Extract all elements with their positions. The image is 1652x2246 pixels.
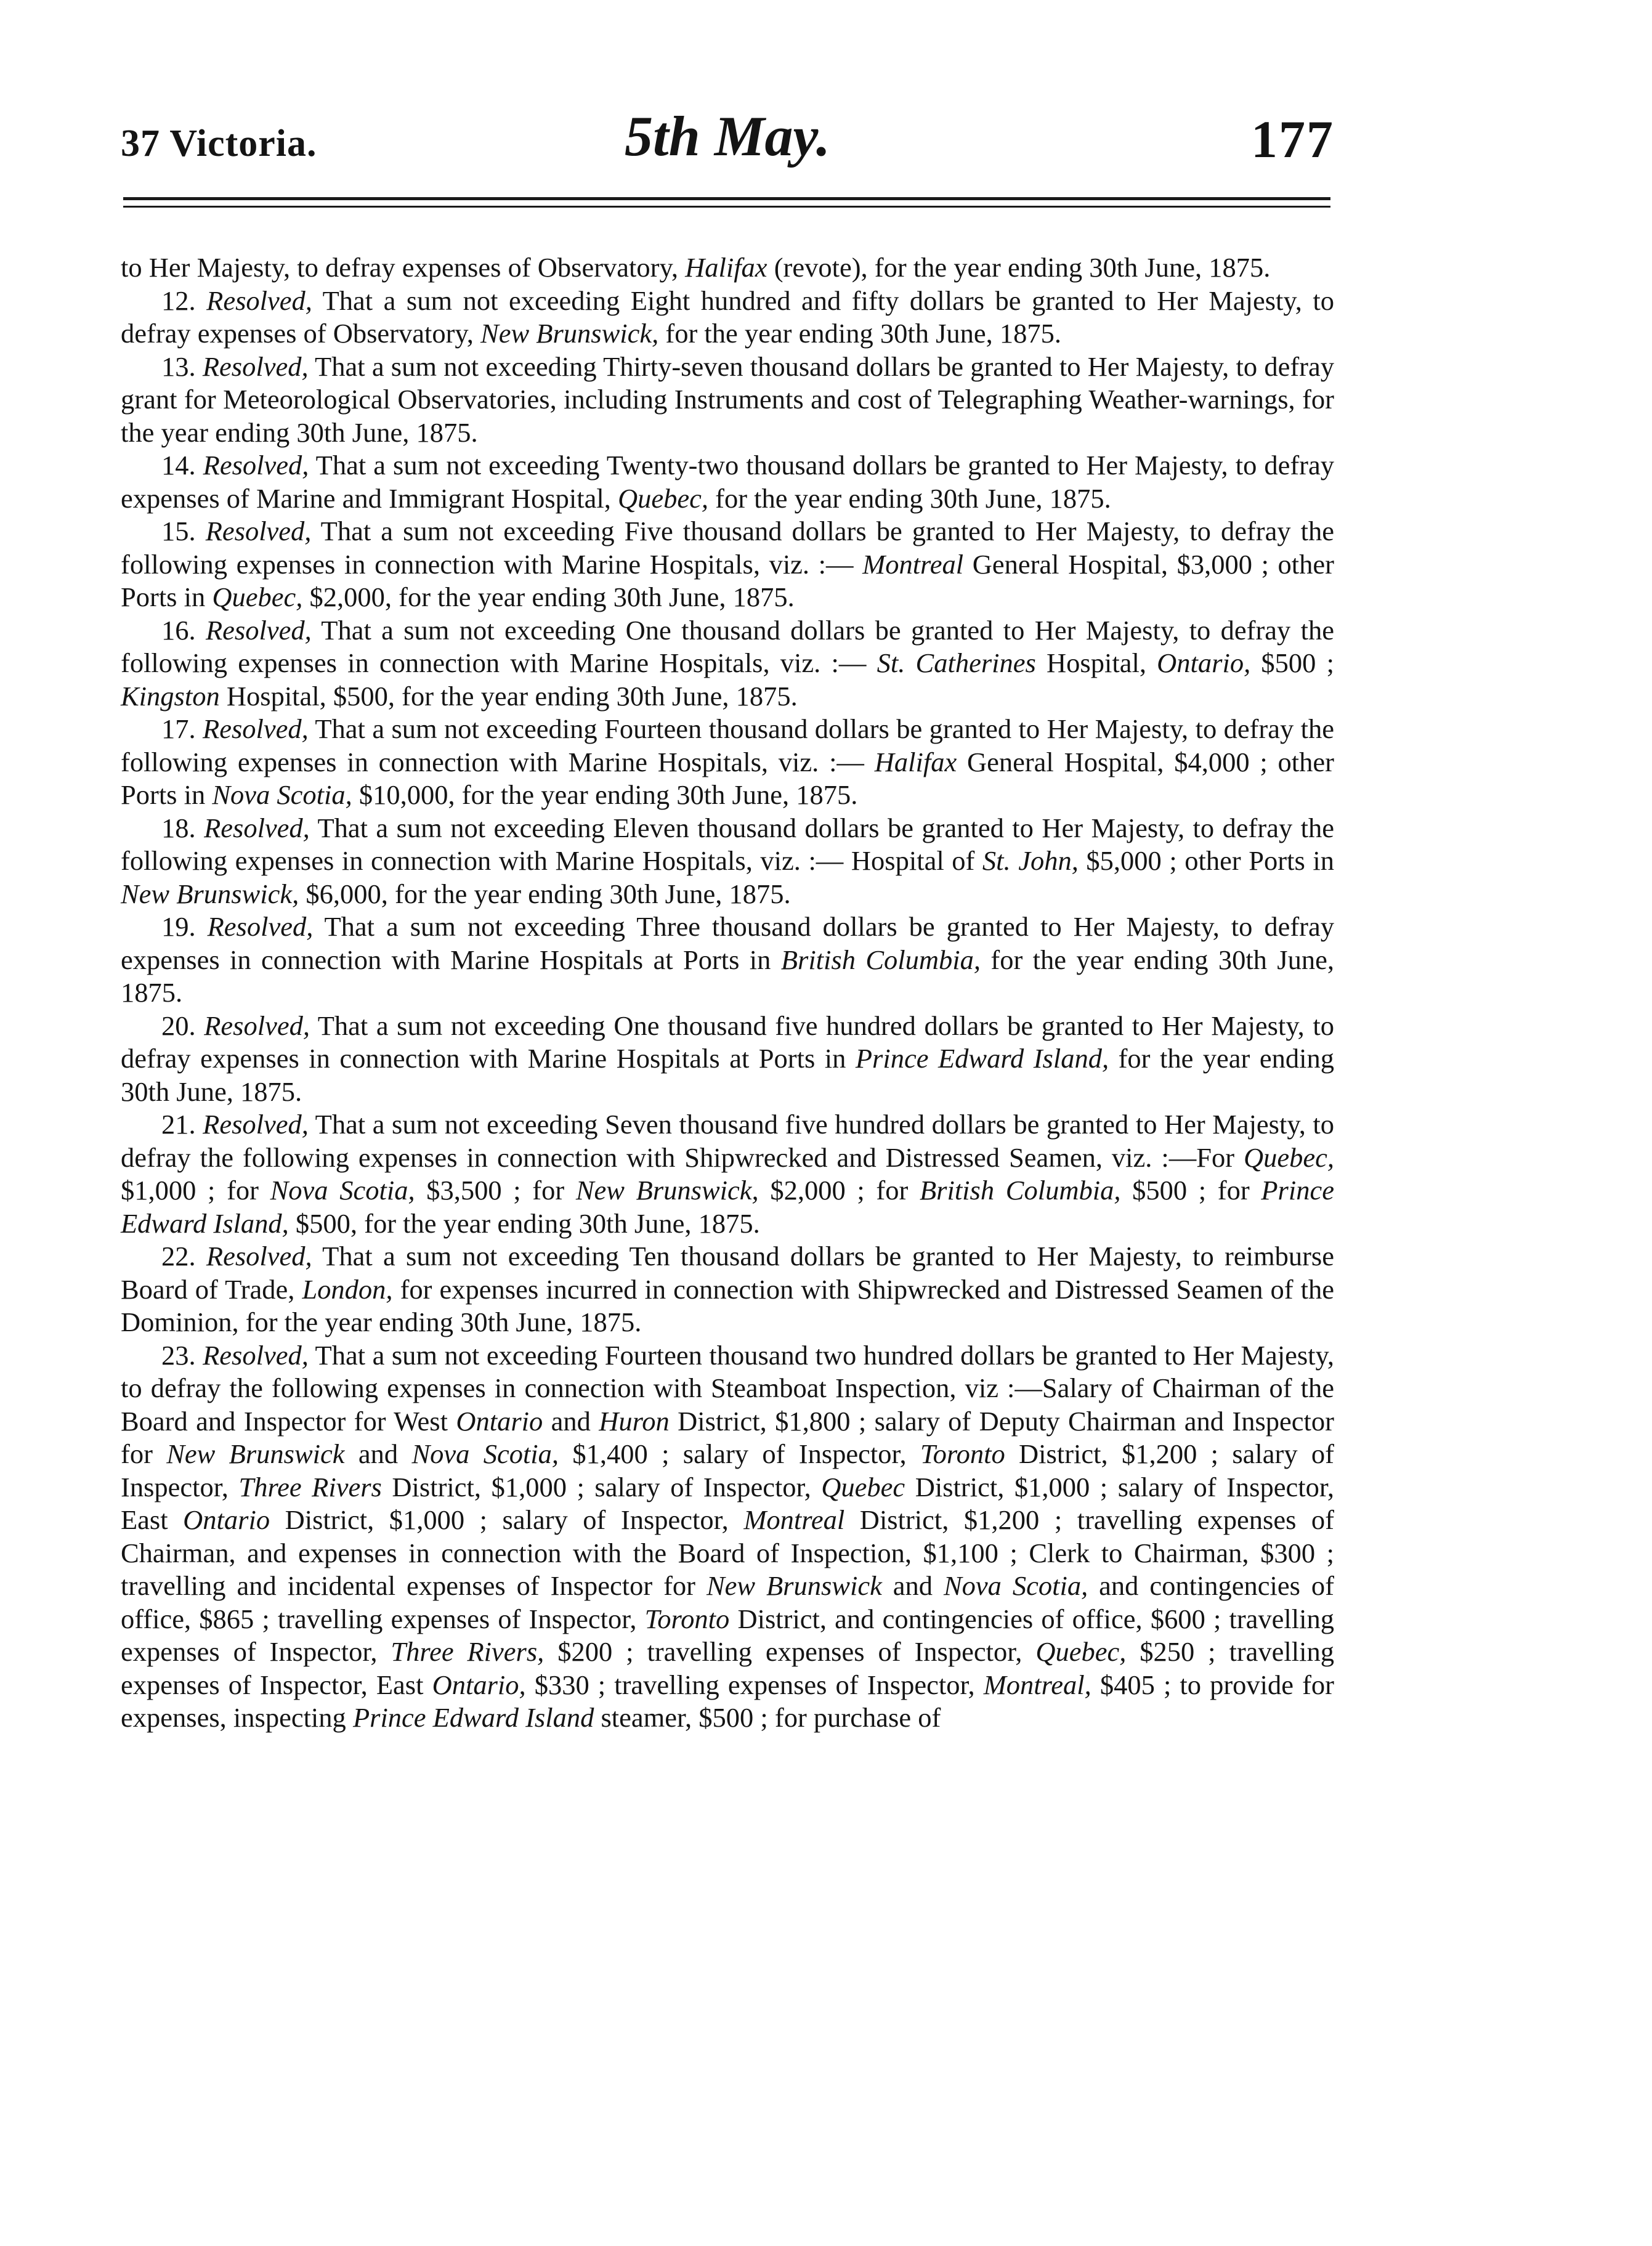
italic-text-run: Kingston — [121, 680, 220, 712]
text-run: steamer, $500 ; for purchase of — [594, 1702, 941, 1733]
resolution-paragraph — [121, 1010, 1334, 1109]
text-run: 16. — [161, 614, 206, 646]
text-run: for the year ending 30th June, 1875. — [658, 318, 1062, 349]
italic-text-run: Huron — [599, 1405, 670, 1437]
text-run: to Her Majesty, to defray expenses of Observatory, — [121, 252, 686, 283]
text-run: 13. — [161, 351, 203, 382]
text-run: That a sum not exceeding Twenty-two thousand dollars be granted to Her Majesty, to defray expenses of Marine and Immigrant Hospital, — [121, 450, 1335, 514]
text-run: (revote), for the year ending 30th June, 1875. — [767, 252, 1271, 283]
resolution-paragraph — [121, 812, 1334, 911]
italic-text-run: Halifax — [685, 252, 767, 283]
header-rule-thin — [123, 206, 1330, 208]
text-run: 18. — [161, 812, 204, 843]
text-run: Hospital, — [1035, 647, 1157, 678]
text-run: and contingencies of office, $865 ; travelling expenses of Inspector, — [121, 1570, 1334, 1634]
resolution-paragraph — [121, 449, 1334, 515]
italic-text-run: New Brunswick, — [121, 878, 299, 909]
resolutions-body — [121, 251, 1334, 1735]
text-run: $2,000 ; for — [758, 1175, 920, 1206]
italic-text-run: Resolved, — [206, 285, 312, 316]
text-run: That a sum not exceeding Fourteen thousand two hundred dollars be granted to Her Majesty, to defray the following expenses in connection with Steamboat Inspection, viz :—Salary of Chairman of the Board and Inspector for West — [121, 1339, 1334, 1437]
italic-text-run: Nova Scotia, — [943, 1570, 1088, 1601]
italic-text-run: New Brunswick — [166, 1438, 345, 1469]
text-run: $500, for the year ending 30th June, 1875. — [288, 1207, 760, 1239]
italic-text-run: Resolved, — [204, 1010, 310, 1041]
text-run: That a sum not exceeding Seven thousand five hundred dollars be granted to Her Majesty, to defray the following expenses in connection with Shipwrecked and Distressed Seamen, viz. :—For — [121, 1109, 1334, 1173]
text-run: $500 ; — [1250, 647, 1334, 678]
resolution-paragraph — [121, 910, 1334, 1010]
italic-text-run: Ontario, — [1157, 647, 1251, 678]
text-run: 15. — [161, 516, 206, 546]
italic-text-run: New Brunswick, — [575, 1175, 759, 1206]
italic-text-run: Quebec, — [1035, 1636, 1127, 1667]
text-run: 21. — [161, 1109, 203, 1140]
italic-text-run: Montreal — [862, 548, 964, 580]
italic-text-run: Nova Scotia, — [411, 1438, 559, 1469]
text-run: District, $1,000 ; salary of Inspector, — [381, 1471, 822, 1502]
text-run: for the year ending 30th June, 1875. — [708, 482, 1111, 514]
resolution-paragraph — [121, 1240, 1334, 1339]
header-rule-thick — [123, 197, 1330, 200]
text-run: $6,000, for the year ending 30th June, 1875. — [299, 878, 791, 909]
italic-text-run: New Brunswick, — [480, 318, 659, 349]
text-run: That a sum not exceeding Thirty-seven thousand dollars be granted to Her Majesty, to defray grant for Meteorological Observatories, including Instruments and cost of Telegraphing Weather-warnings, for the year ending 30th June, 1875. — [121, 351, 1334, 448]
text-run: for expenses incurred in connection with Shipwrecked and Distressed Seamen of the Dominion, for the year ending 30th June, 1875. — [121, 1273, 1334, 1337]
page-number: 177 — [1251, 110, 1334, 169]
text-run: $5,000 ; other Ports in — [1078, 845, 1334, 876]
page-header — [121, 103, 1334, 184]
text-run: That a sum not exceeding Eleven thousand dollars be granted to Her Majesty, to defray the following expenses in connection with Marine Hospitals, viz. :— Hospital of — [121, 812, 1334, 876]
text-run: General Hospital, $3,000 ; other Ports in — [121, 548, 1334, 612]
italic-text-run: Resolved, — [202, 351, 309, 382]
text-run: 19. — [161, 911, 208, 942]
resolution-paragraph — [121, 713, 1334, 812]
text-run: $1,000 ; for — [121, 1175, 270, 1206]
text-run: That a sum not exceeding One thousand five hundred dollars be granted to Her Majesty, to defray expenses in connection with Marine Hospitals at Ports in — [121, 1010, 1334, 1074]
text-run: 17. — [161, 713, 203, 744]
italic-text-run: Quebec, — [212, 582, 303, 612]
text-run: District, $1,000 ; salary of Inspector, East — [121, 1471, 1335, 1535]
italic-text-run: Quebec, — [617, 482, 708, 514]
resolution-paragraph — [121, 1108, 1334, 1240]
italic-text-run: Quebec, — [1243, 1141, 1334, 1173]
text-run: General Hospital, $4,000 ; other Ports in — [121, 746, 1334, 810]
regnal-year: 37 Victoria. — [121, 123, 317, 164]
italic-text-run: Prince Edward Island, — [855, 1043, 1109, 1074]
italic-text-run: Toronto — [644, 1603, 730, 1634]
text-run: $1,400 ; salary of Inspector, — [559, 1438, 920, 1469]
text-run: That a sum not exceeding Three thousand dollars be granted to Her Majesty, to defray expenses in connection with Marine Hospitals at Ports in — [121, 911, 1335, 975]
italic-text-run: Three Rivers — [238, 1471, 382, 1502]
italic-text-run: New Brunswick — [706, 1570, 882, 1601]
italic-text-run: Ontario — [183, 1504, 270, 1535]
italic-text-run: Resolved, — [206, 1241, 312, 1271]
italic-text-run: Resolved, — [203, 1339, 309, 1371]
text-run: Hospital, $500, for the year ending 30th June, 1875. — [219, 680, 798, 712]
text-run: $3,500 ; for — [415, 1175, 576, 1206]
resolution-paragraph — [121, 614, 1334, 713]
italic-text-run: Ontario, — [432, 1669, 526, 1700]
text-run: and — [543, 1405, 599, 1437]
text-run: That a sum not exceeding Five thousand dollars be granted to Her Majesty, to defray the following expenses in connection with Marine Hospitals, viz. :— — [121, 516, 1335, 580]
continued-paragraph — [121, 251, 1334, 285]
text-run: 22. — [161, 1241, 206, 1271]
text-run: District, $1,000 ; salary of Inspector, — [270, 1504, 744, 1535]
italic-text-run: St. John, — [982, 845, 1079, 876]
resolution-paragraph — [121, 515, 1334, 614]
text-run: That a sum not exceeding One thousand dollars be granted to Her Majesty, to defray the following expenses in connection with Marine Hospitals, viz. :— — [121, 614, 1334, 678]
italic-text-run: Resolved, — [204, 812, 310, 843]
text-run: $330 ; travelling expenses of Inspector, — [525, 1669, 984, 1700]
italic-text-run: Ontario — [456, 1405, 543, 1437]
italic-text-run: London, — [302, 1273, 393, 1305]
text-run: $2,000, for the year ending 30th June, 1875. — [302, 582, 795, 612]
text-run: $10,000, for the year ending 30th June, 1875. — [352, 779, 858, 810]
text-run: District, $1,200 ; salary of Inspector, — [121, 1438, 1334, 1502]
italic-text-run: Resolved, — [205, 614, 312, 646]
resolution-paragraph — [121, 1339, 1334, 1735]
resolution-paragraph — [121, 351, 1334, 450]
text-run: That a sum not exceeding Fourteen thousand dollars be granted to Her Majesty, to defray the following expenses in connection with Marine Hospitals, viz. :— — [121, 713, 1334, 777]
italic-text-run: Resolved, — [203, 713, 309, 744]
text-run: $500 ; for — [1120, 1175, 1261, 1206]
text-run: for the year ending 30th June, 1875. — [121, 1043, 1334, 1107]
italic-text-run: British Columbia, — [919, 1175, 1121, 1206]
text-run: for the year ending 30th June, 1875. — [121, 944, 1334, 1008]
resolution-paragraph — [121, 285, 1334, 351]
italic-text-run: Quebec — [821, 1471, 905, 1502]
text-run: 12. — [161, 285, 207, 316]
italic-text-run: Prince Edward Island, — [121, 1175, 1334, 1239]
text-run: 23. — [161, 1339, 203, 1371]
italic-text-run: Resolved, — [203, 450, 309, 480]
text-run: District, $1,800 ; salary of Deputy Chairman and Inspector for — [121, 1405, 1334, 1469]
text-run: $405 ; to provide for expenses, inspecting — [121, 1669, 1334, 1733]
italic-text-run: British Columbia, — [780, 944, 981, 975]
italic-text-run: Halifax — [874, 746, 957, 777]
italic-text-run: Nova Scotia, — [212, 779, 352, 810]
text-run: and — [881, 1570, 944, 1601]
text-run: District, $1,200 ; travelling expenses of Chairman, and expenses in connection with the Board of Inspection, $1,100 ; Clerk to Chairman, $300 ; travelling and incidental expenses of Inspector for — [121, 1504, 1334, 1601]
text-run: 14. — [161, 450, 203, 480]
italic-text-run: Three Rivers, — [391, 1636, 545, 1667]
text-run: District, and contingencies of office, $600 ; travelling expenses of Inspector, — [121, 1603, 1334, 1667]
italic-text-run: Resolved, — [205, 516, 312, 546]
text-run: $200 ; travelling expenses of Inspector, — [544, 1636, 1036, 1667]
italic-text-run: Resolved, — [207, 911, 314, 942]
italic-text-run: Toronto — [920, 1438, 1005, 1469]
text-run: $250 ; travelling expenses of Inspector, East — [121, 1636, 1334, 1700]
italic-text-run: Montreal — [743, 1504, 845, 1535]
date-heading: 5th May. — [625, 105, 830, 168]
italic-text-run: St. Catherines — [877, 647, 1036, 678]
text-run: and — [344, 1438, 412, 1469]
text-run: That a sum not exceeding Ten thousand dollars be granted to Her Majesty, to reimburse Board of Trade, — [121, 1241, 1334, 1305]
italic-text-run: Montreal, — [983, 1669, 1091, 1700]
italic-text-run: Prince Edward Island — [352, 1702, 594, 1733]
text-run: That a sum not exceeding Eight hundred and fifty dollars be granted to Her Majesty, to defray expenses of Observatory, — [121, 285, 1335, 349]
italic-text-run: Resolved, — [203, 1109, 309, 1140]
italic-text-run: Nova Scotia, — [270, 1175, 415, 1206]
text-run: 20. — [161, 1010, 204, 1041]
